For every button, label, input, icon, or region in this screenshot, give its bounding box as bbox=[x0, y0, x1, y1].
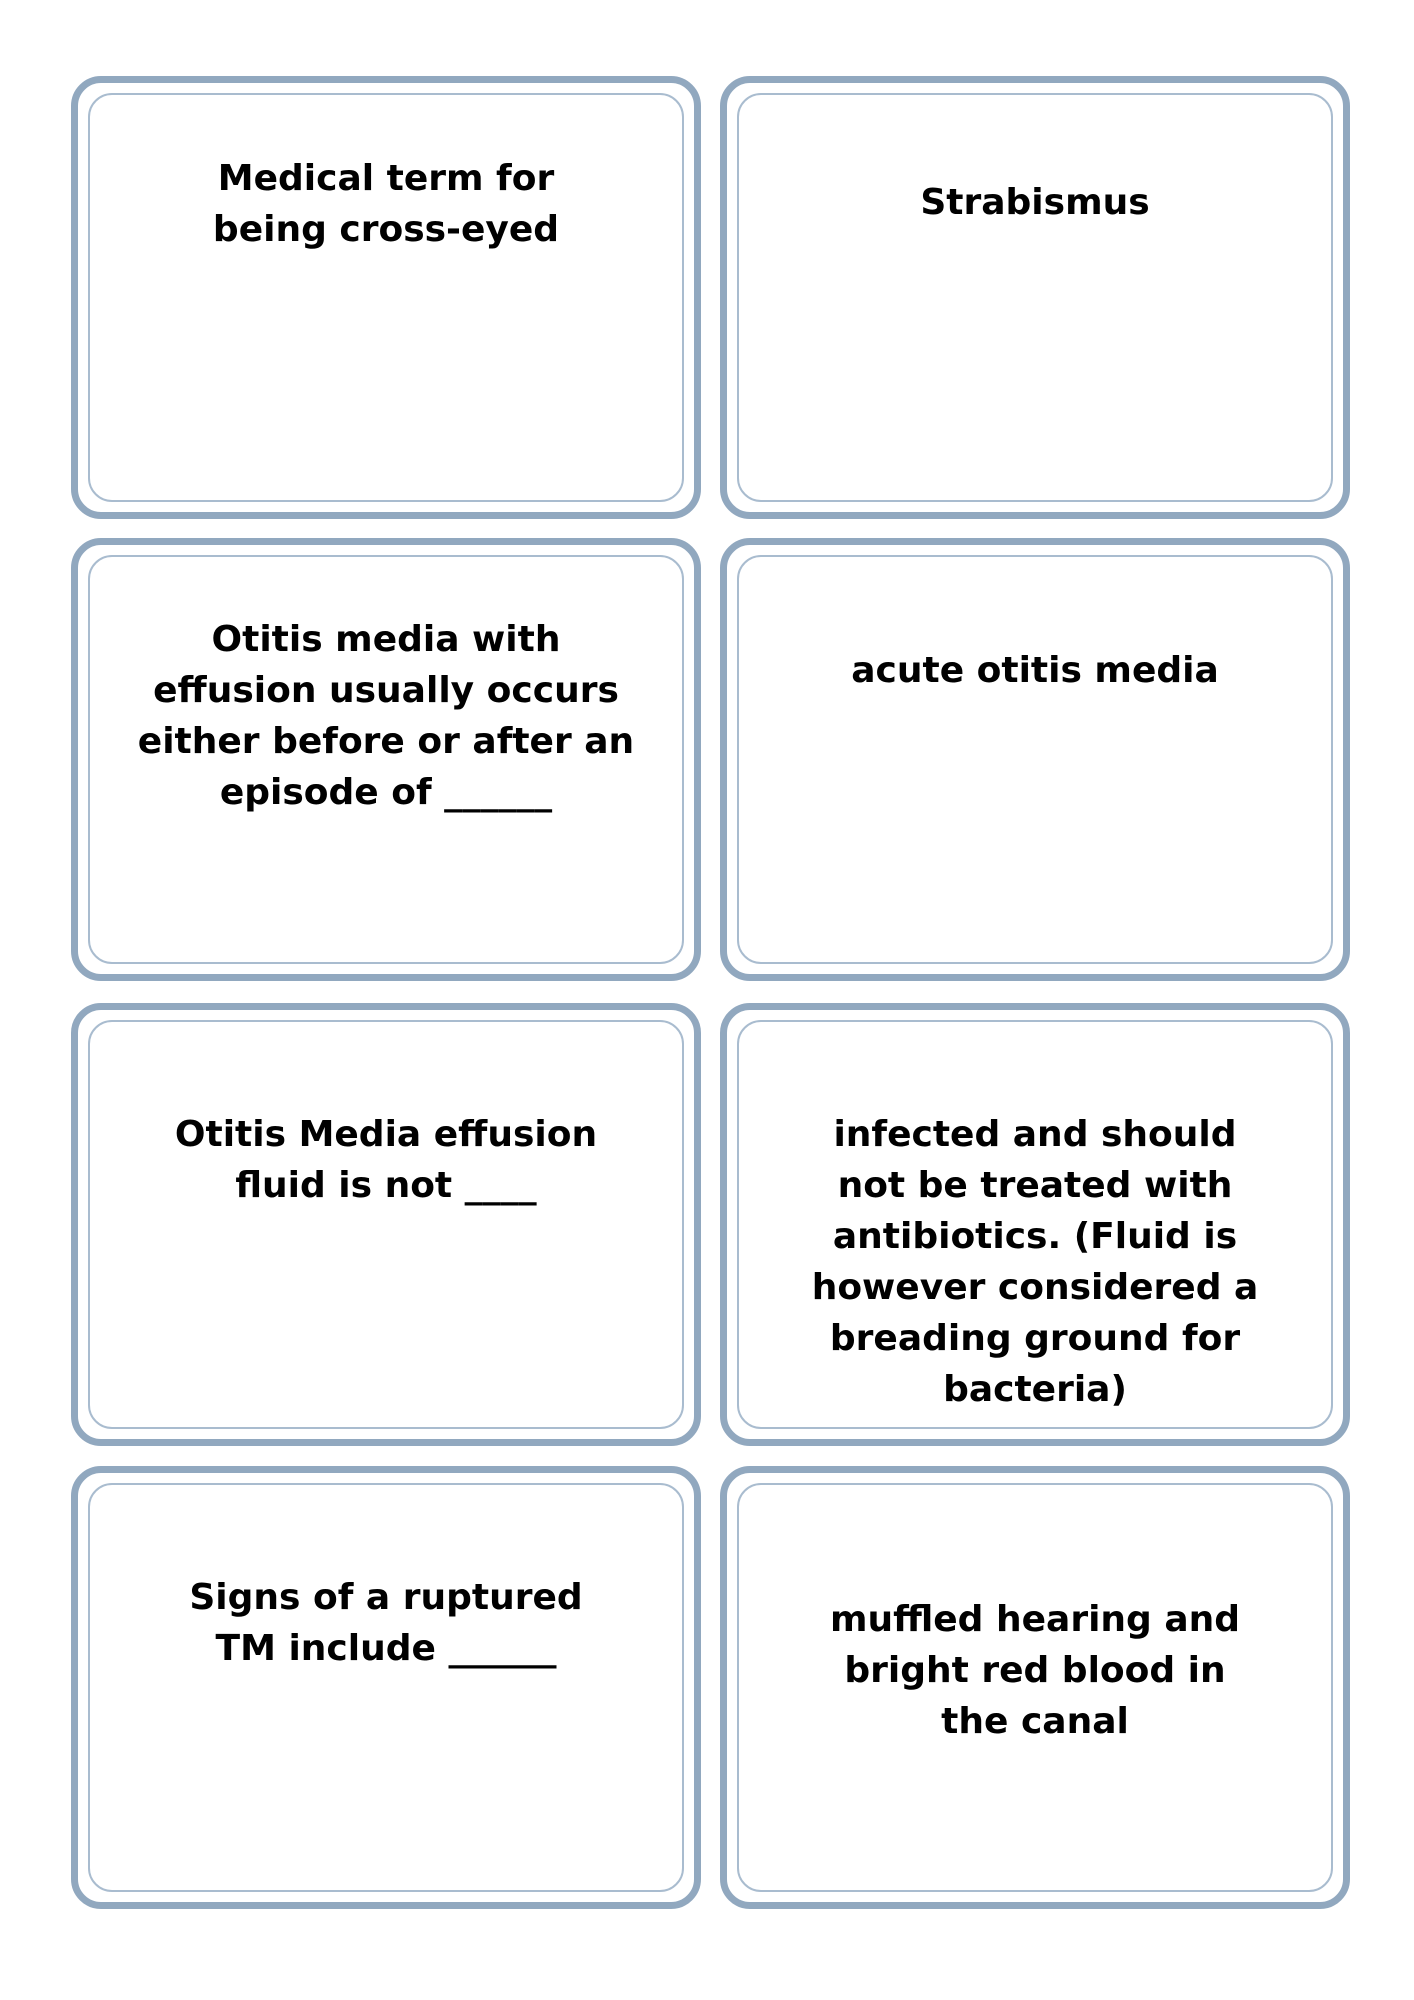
card-text: Signs of a ruptured TM include ______ bbox=[189, 1577, 583, 1669]
flashcard-question-4 bbox=[71, 1466, 701, 1909]
flashcard-question-1 bbox=[71, 76, 701, 519]
card-text: Otitis media with effusion usually occurs either before or after an episode of ______ bbox=[137, 619, 635, 813]
card-inner-border bbox=[737, 93, 1333, 502]
card-inner-border bbox=[88, 1020, 684, 1429]
card-text: muffled hearing and bright red blood in the canal bbox=[829, 1599, 1241, 1742]
flashcard-question-2 bbox=[71, 538, 701, 981]
card-text: acute otitis media bbox=[851, 650, 1219, 691]
card-text: infected and should not be treated with antibiotics. (Fluid is however considered a breading ground for bacteria) bbox=[811, 1114, 1259, 1410]
flashcard-answer-1 bbox=[720, 76, 1350, 519]
flashcard-answer-4 bbox=[720, 1466, 1350, 1909]
card-text: Otitis Media effusion fluid is not ____ bbox=[174, 1114, 598, 1206]
card-inner-border bbox=[737, 555, 1333, 964]
card-text: Strabismus bbox=[920, 182, 1150, 223]
flashcard-answer-2 bbox=[720, 538, 1350, 981]
flashcard-question-3 bbox=[71, 1003, 701, 1446]
card-inner-border bbox=[88, 1483, 684, 1892]
card-text: Medical term for being cross-eyed bbox=[212, 158, 560, 250]
flashcard-answer-3 bbox=[720, 1003, 1350, 1446]
